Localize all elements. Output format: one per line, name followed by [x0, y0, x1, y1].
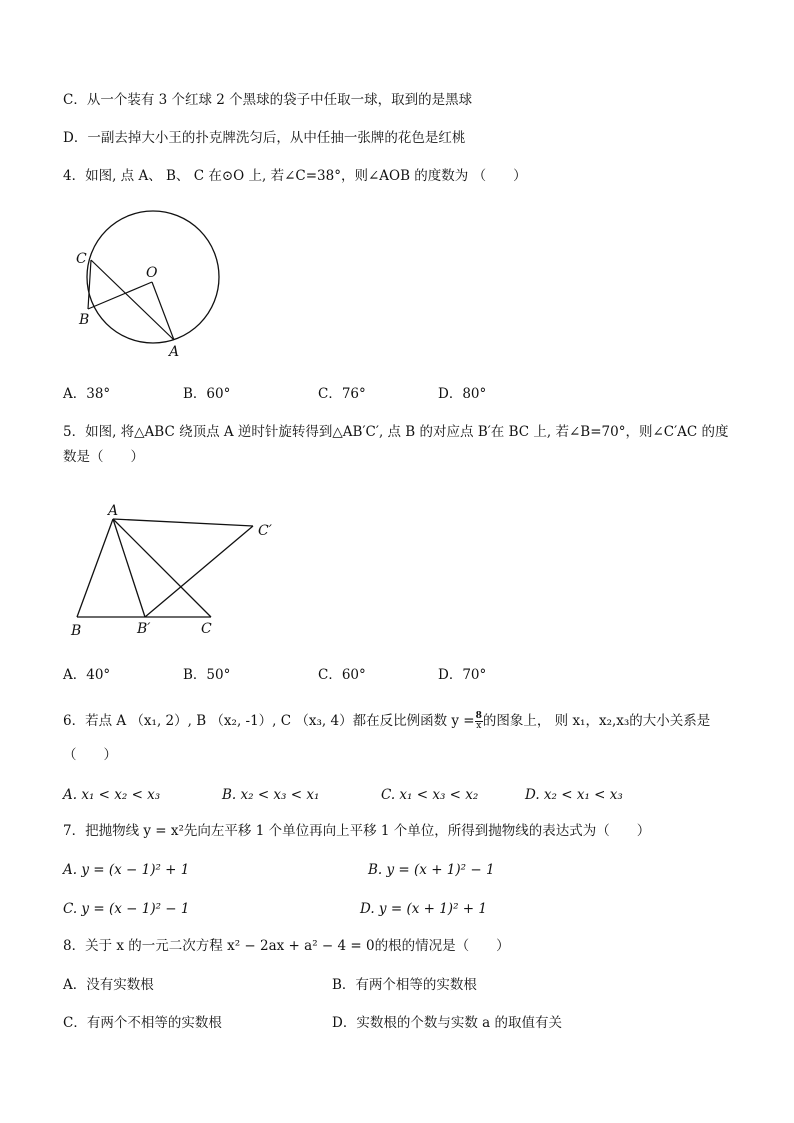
point-c-prime-label: C′	[258, 523, 272, 539]
point-o-label: O	[146, 265, 158, 281]
q6-text-post: 的图象上， 则 x₁，x₂,x₃的大小关系是	[482, 713, 711, 729]
q8-option-c[interactable]: C．有两个不相等的实数根	[63, 1015, 222, 1031]
q5-option-d[interactable]: D．70°	[438, 667, 487, 683]
q6-option-a[interactable]: A. x₁ < x₂ < x₃	[63, 787, 161, 803]
q6-text-pre: 6．若点 A （x₁, 2）, B （x₂, -1）, C （x₃, 4）都在反比例函数 y =	[63, 713, 475, 729]
q4-option-a[interactable]: A．38°	[63, 386, 111, 402]
point-c-label: C	[76, 251, 87, 267]
q6-fraction-numerator: 8	[475, 711, 482, 721]
point-b-label: B	[71, 623, 82, 639]
q5-option-b[interactable]: B．50°	[183, 667, 231, 683]
q8-option-d[interactable]: D．实数根的个数与实数 a 的取值有关	[332, 1015, 562, 1031]
q8-option-b[interactable]: B．有两个相等的实数根	[332, 977, 477, 993]
point-a-label: A	[108, 503, 119, 519]
q4-option-d[interactable]: D．80°	[438, 386, 487, 402]
q4-option-b[interactable]: B．60°	[183, 386, 231, 402]
question-6	[63, 711, 710, 731]
q5-option-a[interactable]: A．40°	[63, 667, 111, 683]
point-a-label: A	[169, 344, 180, 360]
point-b-label: B	[79, 312, 90, 328]
question-6-line-2: （ ）	[63, 747, 117, 763]
question-5-line-1: 5．如图, 将△ABC 绕顶点 A 逆时针旋转得到△AB′C′, 点 B 的对应点 B′在 BC 上, 若∠B=70°，则∠C′AC 的度	[63, 424, 729, 440]
q6-option-c[interactable]: C. x₁ < x₃ < x₂	[381, 787, 479, 803]
q7-option-d[interactable]: D. y = (x + 1)² + 1	[360, 901, 487, 917]
circle-figure	[70, 205, 230, 365]
option-d-previous: D．一副去掉大小王的扑克牌洗匀后，从中任抽一张牌的花色是红桃	[63, 130, 466, 146]
q5-option-c[interactable]: C．60°	[318, 667, 366, 683]
q6-option-b[interactable]: B. x₂ < x₃ < x₁	[222, 787, 320, 803]
q6-option-d[interactable]: D. x₂ < x₁ < x₃	[525, 787, 623, 803]
question-8: 8．关于 x 的一元二次方程 x² − 2ax + a² − 4 = 0的根的情况是（ ）	[63, 938, 510, 954]
question-7: 7．把抛物线 y = x²先向左平移 1 个单位再向上平移 1 个单位，所得到抛物线的表达式为（ ）	[63, 823, 651, 839]
q7-option-b[interactable]: B. y = (x + 1)² − 1	[368, 862, 495, 878]
q4-option-c[interactable]: C．76°	[318, 386, 366, 402]
question-5-line-2: 数是（ ）	[63, 449, 144, 465]
triangle-rotation-figure	[65, 498, 290, 643]
point-c-label: C	[201, 621, 212, 637]
option-c-previous: C．从一个装有 3 个红球 2 个黑球的袋子中任取一球，取到的是黑球	[63, 92, 473, 108]
question-4: 4．如图, 点 A、 B、 C 在⊙O 上, 若∠C=38°，则∠AOB 的度数为 （ ）	[63, 168, 527, 184]
q6-fraction-denominator: x	[476, 721, 482, 731]
point-b-prime-label: B′	[137, 621, 151, 637]
q7-option-a[interactable]: A. y = (x − 1)² + 1	[63, 862, 190, 878]
q8-option-a[interactable]: A．没有实数根	[63, 977, 154, 993]
q6-fraction	[475, 712, 483, 731]
q7-option-c[interactable]: C. y = (x − 1)² − 1	[63, 901, 190, 917]
